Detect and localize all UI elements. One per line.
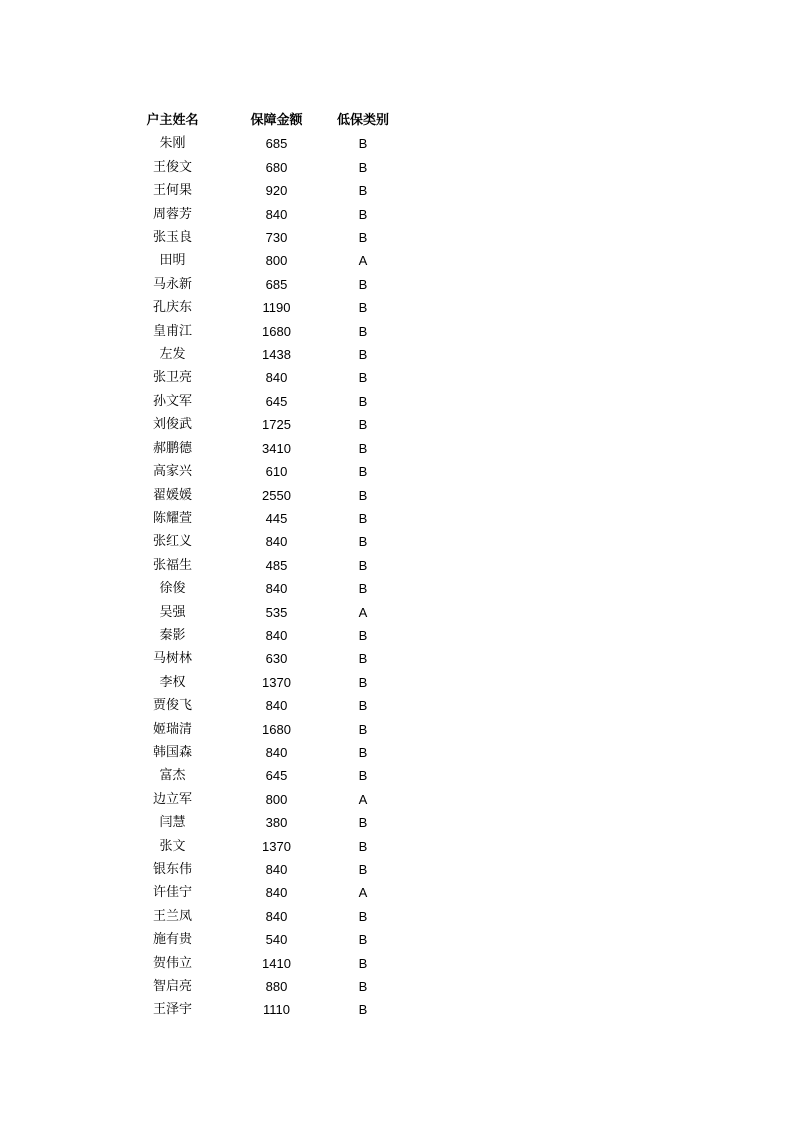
household-name-cell: 王泽宇 (152, 1002, 192, 1018)
household-name-cell: 吴强 (159, 604, 186, 620)
subsidy-amount-cell: 840 (265, 370, 288, 386)
subsidy-amount-cell: 1410 (262, 955, 291, 971)
subsidy-type-cell: A (358, 604, 368, 620)
subsidy-type-cell: B (358, 464, 368, 480)
subsidy-type-cell: B (358, 815, 368, 831)
household-name-cell: 朱刚 (159, 136, 186, 152)
subsidy-amount-cell: 1438 (262, 347, 291, 363)
subsidy-type-cell: A (358, 791, 368, 807)
subsidy-type-cell: B (358, 136, 368, 152)
subsidy-type-cell: B (358, 417, 368, 433)
subsidy-amount-cell: 1190 (262, 300, 291, 316)
table-row (129, 928, 389, 951)
subsidy-amount-cell: 685 (265, 136, 288, 152)
subsidy-amount-cell: 485 (265, 557, 288, 573)
table-row (129, 577, 389, 600)
household-name-cell: 马树林 (152, 651, 192, 667)
subsidy-amount-cell: 630 (265, 651, 288, 667)
table-row (129, 484, 389, 507)
subsidy-amount-cell: 730 (265, 230, 288, 246)
subsidy-type-cell: B (358, 276, 368, 292)
subsidy-table (129, 109, 389, 1022)
household-name-cell: 贺伟立 (152, 955, 192, 971)
subsidy-type-cell: B (358, 581, 368, 597)
table-row (129, 858, 389, 881)
header-subsidy-amount: 保障金额 (250, 113, 303, 128)
table-row (129, 671, 389, 694)
subsidy-type-cell: A (358, 885, 368, 901)
household-name-cell: 贾俊飞 (152, 698, 192, 714)
table-row (129, 718, 389, 741)
subsidy-amount-cell: 840 (265, 908, 288, 924)
table-row (129, 460, 389, 483)
subsidy-type-cell: B (358, 206, 368, 222)
table-row (129, 132, 389, 155)
household-name-cell: 富杰 (159, 768, 186, 784)
household-name-cell: 张卫亮 (152, 370, 192, 386)
subsidy-type-cell: B (358, 159, 368, 175)
household-name-cell: 周蓉芳 (152, 206, 192, 222)
subsidy-type-cell: B (358, 393, 368, 409)
table-row (129, 601, 389, 624)
household-name-cell: 施有贵 (152, 932, 192, 948)
subsidy-amount-cell: 880 (265, 979, 288, 995)
subsidy-type-cell: B (358, 1002, 368, 1018)
subsidy-amount-cell: 1680 (262, 323, 291, 339)
subsidy-amount-cell: 1110 (263, 1002, 290, 1018)
subsidy-amount-cell: 840 (265, 627, 288, 643)
subsidy-type-cell: B (358, 323, 368, 339)
table-row (129, 203, 389, 226)
household-name-cell: 李权 (159, 674, 186, 690)
subsidy-amount-cell: 840 (265, 698, 288, 714)
household-name-cell: 张玉良 (152, 230, 192, 246)
subsidy-type-cell: B (358, 534, 368, 550)
subsidy-amount-cell: 645 (265, 393, 288, 409)
subsidy-amount-cell: 3410 (262, 440, 291, 456)
subsidy-amount-cell: 840 (265, 534, 288, 550)
table-row (129, 343, 389, 366)
subsidy-amount-cell: 1370 (262, 838, 291, 854)
household-name-cell: 皇甫江 (152, 323, 192, 339)
subsidy-type-cell: A (358, 253, 368, 269)
household-name-cell: 张福生 (152, 557, 192, 573)
household-name-cell: 韩国森 (152, 744, 192, 760)
subsidy-amount-cell: 685 (265, 276, 288, 292)
subsidy-amount-cell: 800 (265, 253, 288, 269)
table-row (129, 741, 389, 764)
table-row (129, 226, 389, 249)
subsidy-amount-cell: 380 (265, 815, 288, 831)
table-row (129, 507, 389, 530)
table-header-row (129, 109, 389, 132)
household-name-cell: 银东伟 (152, 862, 192, 877)
table-row (129, 881, 389, 904)
subsidy-type-cell: B (358, 487, 368, 503)
subsidy-type-cell: B (358, 674, 368, 690)
table-row (129, 975, 389, 998)
household-name-cell: 田明 (159, 253, 186, 269)
subsidy-type-cell: B (358, 347, 368, 363)
table-row (129, 811, 389, 834)
table-row (129, 437, 389, 460)
household-name-cell: 许佳宁 (152, 885, 192, 901)
subsidy-amount-cell: 610 (265, 464, 288, 480)
subsidy-type-cell: B (358, 557, 368, 573)
subsidy-type-cell: B (358, 838, 368, 854)
subsidy-type-cell: B (358, 300, 368, 316)
subsidy-type-cell: B (358, 230, 368, 246)
subsidy-amount-cell: 840 (265, 206, 288, 222)
household-name-cell: 刘俊武 (152, 417, 192, 433)
table-row (129, 320, 389, 343)
subsidy-type-cell: B (358, 932, 368, 948)
subsidy-type-cell: B (358, 768, 368, 784)
subsidy-amount-cell: 840 (265, 581, 288, 597)
subsidy-amount-cell: 1680 (262, 721, 291, 737)
subsidy-amount-cell: 840 (265, 862, 288, 877)
subsidy-type-cell: B (358, 698, 368, 714)
subsidy-amount-cell: 920 (265, 183, 288, 199)
subsidy-amount-cell: 540 (265, 932, 288, 948)
table-row (129, 179, 389, 202)
table-row (129, 788, 389, 811)
subsidy-type-cell: B (358, 651, 368, 667)
household-name-cell: 陈耀萱 (152, 510, 192, 526)
table-row (129, 273, 389, 296)
table-row (129, 764, 389, 787)
subsidy-amount-cell: 680 (265, 159, 288, 175)
household-name-cell: 孔庆东 (152, 300, 192, 316)
table-row (129, 694, 389, 717)
household-name-cell: 张文 (159, 838, 186, 854)
household-name-cell: 高家兴 (152, 464, 192, 480)
subsidy-type-cell: B (358, 370, 368, 386)
household-name-cell: 姬瑞清 (152, 721, 192, 737)
subsidy-amount-cell: 1725 (262, 417, 291, 433)
household-name-cell: 左发 (159, 347, 186, 363)
subsidy-type-cell: B (358, 721, 368, 737)
table-row (129, 296, 389, 319)
header-household-name: 户主姓名 (146, 113, 199, 128)
table-row (129, 647, 389, 670)
subsidy-amount-cell: 2550 (262, 487, 291, 503)
household-name-cell: 秦影 (159, 627, 186, 643)
household-name-cell: 王俊文 (152, 159, 192, 175)
household-name-cell: 张红义 (152, 534, 192, 550)
household-name-cell: 王兰凤 (152, 908, 192, 924)
household-name-cell: 孙文军 (152, 393, 192, 409)
household-name-cell: 智启亮 (152, 979, 192, 995)
subsidy-type-cell: B (358, 908, 368, 924)
household-name-cell: 郝鹏德 (152, 440, 192, 456)
household-name-cell: 王何果 (152, 183, 192, 199)
subsidy-type-cell: B (358, 627, 368, 643)
table-row (129, 390, 389, 413)
household-name-cell: 边立军 (152, 791, 192, 807)
subsidy-amount-cell: 1370 (262, 674, 291, 690)
header-subsidy-type: 低保类别 (337, 113, 390, 128)
subsidy-amount-cell: 445 (265, 510, 288, 526)
subsidy-type-cell: B (358, 510, 368, 526)
subsidy-amount-cell: 840 (265, 885, 288, 901)
table-body (129, 132, 389, 1021)
subsidy-type-cell: B (358, 744, 368, 760)
subsidy-amount-cell: 840 (265, 744, 288, 760)
table-row (129, 835, 389, 858)
household-name-cell: 闫慧 (159, 815, 186, 831)
table-row (129, 554, 389, 577)
household-name-cell: 马永新 (152, 276, 192, 292)
table-row (129, 905, 389, 928)
table-row (129, 998, 389, 1021)
subsidy-type-cell: B (358, 183, 368, 199)
table-row (129, 413, 389, 436)
table-row (129, 530, 389, 553)
table-row (129, 366, 389, 389)
subsidy-type-cell: B (358, 862, 368, 877)
subsidy-amount-cell: 800 (265, 791, 288, 807)
subsidy-type-cell: B (358, 955, 368, 971)
subsidy-amount-cell: 535 (265, 604, 288, 620)
table-row (129, 952, 389, 975)
table-row (129, 249, 389, 272)
household-name-cell: 翟媛媛 (152, 487, 192, 503)
table-row (129, 624, 389, 647)
household-name-cell: 徐俊 (159, 581, 186, 597)
table-row (129, 156, 389, 179)
subsidy-type-cell: B (358, 979, 368, 995)
subsidy-type-cell: B (358, 440, 368, 456)
subsidy-amount-cell: 645 (265, 768, 288, 784)
